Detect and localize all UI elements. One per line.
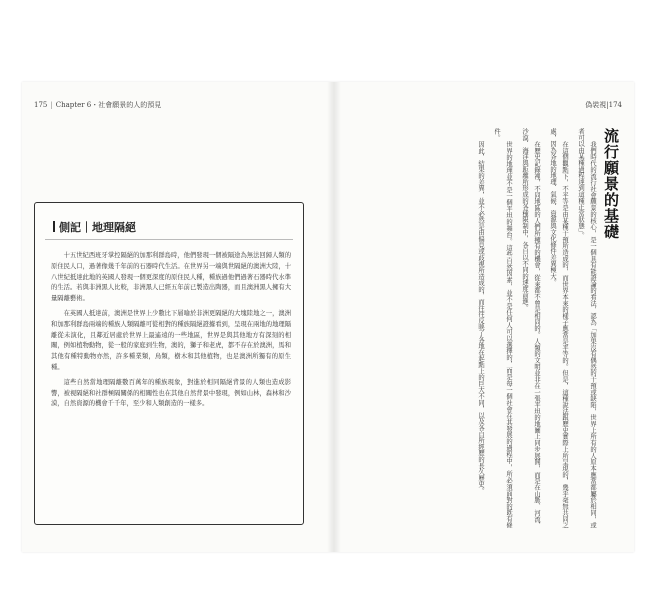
sidebar-title bbox=[53, 219, 136, 235]
sidebar-title-bar bbox=[53, 221, 55, 232]
sidebar-divider bbox=[45, 239, 293, 240]
book-spread bbox=[22, 82, 634, 552]
left-page-header bbox=[34, 100, 161, 110]
body-paragraph: 在歷史記錄裡，不同地區的人們所擁有的機會，從來都不曾是相同的。人類的文明並非在一張平坦的地圖上同步展開，而是在山脈、河流、沙漠、海洋與距離所形成的各種限制中，各自以不同的速度前進。 bbox=[521, 128, 540, 528]
vertical-body-text bbox=[358, 128, 598, 528]
left-chapter-title: Chapter 6・社會願景的人的預見 bbox=[55, 101, 162, 109]
body-paragraph: 世界的地理並不是一個平坦的舞台。這些自然因素，並不是任何人可以選擇的，而是每一個社會在其發展的過程中，所必須面對的既有條件。 bbox=[493, 128, 512, 528]
book-gutter bbox=[327, 82, 341, 552]
sidebar-paragraph: 在英國人抵達前，澳洲是世界上少數比下層喻於非洲更隔絕的大塊陸地之一，澳洲和加那利群島兩端的種族人類隔離可從相對的種族隔絕證據看到，呈現在兩地的地理隔離從未演化，且鄰近居處於世界上最遙遠的一些地區，世界是與其他地方有深刻的相關，例如植物動物，從一般的家庭到生物，澳的，獅子和老虎，都不存在於澳洲，馬和其他有種特動物亦然，許多種業類，鳥類，樹木和其他植物，也足澳洲所獨有的原生種。 bbox=[51, 309, 291, 371]
header-separator: | bbox=[50, 101, 53, 109]
left-page-number: 175 bbox=[34, 101, 48, 109]
right-page-header bbox=[585, 100, 622, 110]
header-separator: | bbox=[606, 101, 609, 109]
right-running-title: 偽裝視 bbox=[585, 101, 607, 109]
right-page-number: 174 bbox=[608, 101, 622, 109]
sidebar-paragraph: 十五世紀西班牙掌控隔絕的加那利群島時，他們發現一個被隔途為無法回歸人類的原住民人口，過著像幾千年前的石器時代生活。在世界另一端與世隔絕的澳洲大陸，十八世紀抵達此地的英國人發現一個更深度的原住民人種，種族過他們過著石器時代水準的生活。若與非洲黑人比較，非洲黑人已經五年前已製造出陶器，而且澳洲黑人擁有大量隔離藝術。 bbox=[51, 252, 291, 303]
section-title: 流行願景的基礎 bbox=[602, 128, 620, 240]
body-paragraph: 在這個觀點下，不平等是由某種干預所造成的，而世界本來的樣子應當是平等的。但是，這種說法跟歷史實際上所呈現的，幾乎毫無共同之處，因為各地的地理、氣候、資源與文化條件差異極大。 bbox=[549, 128, 568, 528]
sidebar-body bbox=[51, 251, 291, 414]
sidebar-box bbox=[34, 202, 304, 525]
body-paragraph: 我們時代的流行社會願景的核心，是一個具有能證論的看法，認為「加果沒有偶然的干預或缺陷，世界上所有的人原本應當都屬於相同，或者可以由某種過程達到這種正常狀態」。 bbox=[577, 128, 596, 528]
sidebar-paragraph: 這些自然當地理隔離數百萬年的種族現象，對進於相同隔絕背景的人類也造成影響，被視隔絕和社群極隔關係的相關性也在其他自然背景中發現，例如山林，森林和沙漠，自然資源的機會千千年，至少和人類創造的一樣多。 bbox=[51, 378, 291, 408]
body-paragraph: 因此，結果的差異，並不必然是由偏見或歧視所造成的，而往往反映了各地在起點上的巨大不同，以及各自所經歷的長久歷史。 bbox=[477, 140, 484, 494]
sidebar-title-text: 側記｜地理隔絕 bbox=[59, 221, 136, 234]
